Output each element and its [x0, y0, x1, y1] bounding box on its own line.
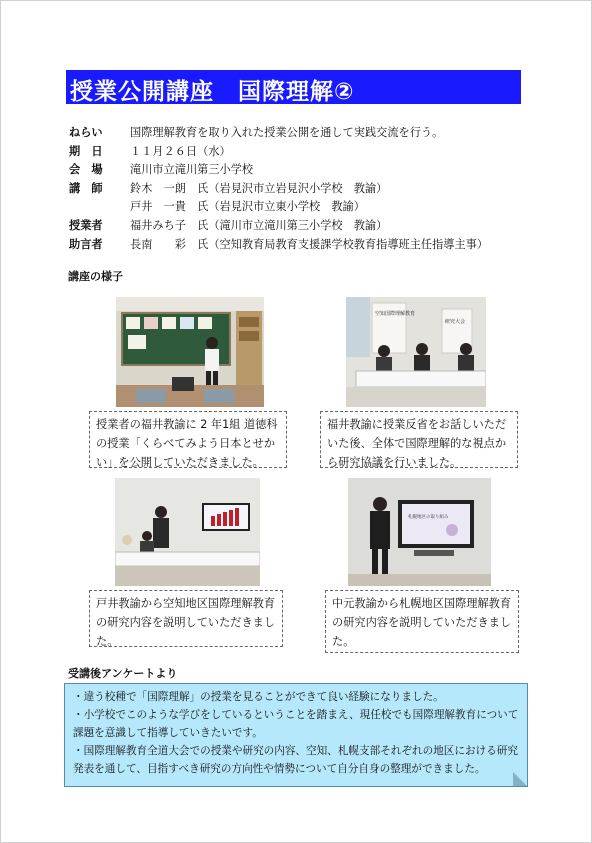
- info-row-date: [66, 143, 546, 162]
- photo-panel-discussion: [346, 297, 486, 407]
- info-row-lecturer: [66, 180, 546, 199]
- info-value: 福井みち子 氏（滝川市立滝川第三小学校 教諭）: [130, 218, 388, 232]
- info-label: 授業者: [69, 218, 103, 232]
- sapporo-photo-graphic: [348, 478, 491, 586]
- info-row-teacher: [66, 217, 546, 236]
- folded-corner: [513, 772, 527, 786]
- caption-sorachi: 戸井教諭から空知地区国際理解教育の研究内容を説明していただきました。: [89, 590, 283, 647]
- survey-list: [73, 688, 521, 778]
- photo-sorachi-presentation: [115, 478, 260, 586]
- caption-sapporo: 中元教諭から札幌地区国際理解教育の研究内容を説明していただきました。: [325, 590, 519, 653]
- survey-item: ・国際理解教育全道大会での授業や研究の内容、空知、札幌支部それぞれの地区における研究発表を通して、目指すべき研究の方向性や情勢について自分自身の整理ができました。: [73, 745, 518, 775]
- info-label: 期 日: [69, 144, 103, 158]
- info-row-aim: [66, 124, 546, 143]
- survey-item: ・小学校でこのような学びをしているということを踏まえ、現任校でも国際理解教育について課題を意識して指導していきたいです。: [73, 709, 519, 739]
- info-label: ねらい: [69, 126, 103, 139]
- info-value: 滝川市立滝川第三小学校: [130, 163, 254, 177]
- survey-heading: 受講後アンケートより: [68, 667, 178, 680]
- info-value: 国際理解教育を取り入れた授業公開を通して実践交流を行う。: [130, 126, 444, 139]
- info-block: [66, 124, 546, 254]
- info-value: １１月２６日（水）: [130, 144, 231, 158]
- board-text-left: 空知国際理解教育: [375, 311, 416, 317]
- info-label: 助言者: [69, 237, 103, 251]
- caption-panel: 福井教諭に授業反省をお話しいただいた後、全体で国際理解的な視点から研究協議を行いました。: [320, 411, 518, 468]
- survey-item: ・違う校種で「国際理解」の授業を見ることができて良い経験になりました。: [73, 691, 444, 703]
- info-label: 講 師: [69, 181, 103, 195]
- info-label: 会 場: [69, 163, 103, 177]
- info-row-lecturer-2: [66, 198, 546, 217]
- screen-text: 札幌地区の取り組み: [408, 515, 449, 520]
- classroom-photo-graphic: [116, 297, 264, 407]
- sorachi-photo-graphic: [115, 478, 260, 586]
- caption-classroom: 授業者の福井教諭に 2 年1組 道徳科の授業「くらべてみよう日本とせかい」を公開していただきました。: [89, 411, 287, 468]
- panel-photo-graphic: [346, 297, 486, 407]
- photo-classroom-lesson: [116, 297, 264, 407]
- title-banner: [66, 70, 521, 104]
- info-row-venue: [66, 161, 546, 180]
- page-title: 授業公開講座 国際理解②: [70, 79, 355, 105]
- section-heading: 講座の様子: [68, 270, 123, 283]
- board-text-right: 研究大会: [445, 319, 466, 325]
- info-value: 戸井 一貴 氏（岩見沢市立東小学校 教諭）: [130, 200, 365, 214]
- photo-sapporo-presentation: [348, 478, 491, 586]
- survey-box: [64, 683, 528, 787]
- info-row-advisor: [66, 236, 546, 255]
- info-value: 長南 彩 氏（空知教育局教育支援課学校教育指導班主任指導主事）: [130, 237, 489, 251]
- info-value: 鈴木 一朗 氏（岩見沢市立岩見沢小学校 教諭）: [130, 181, 388, 195]
